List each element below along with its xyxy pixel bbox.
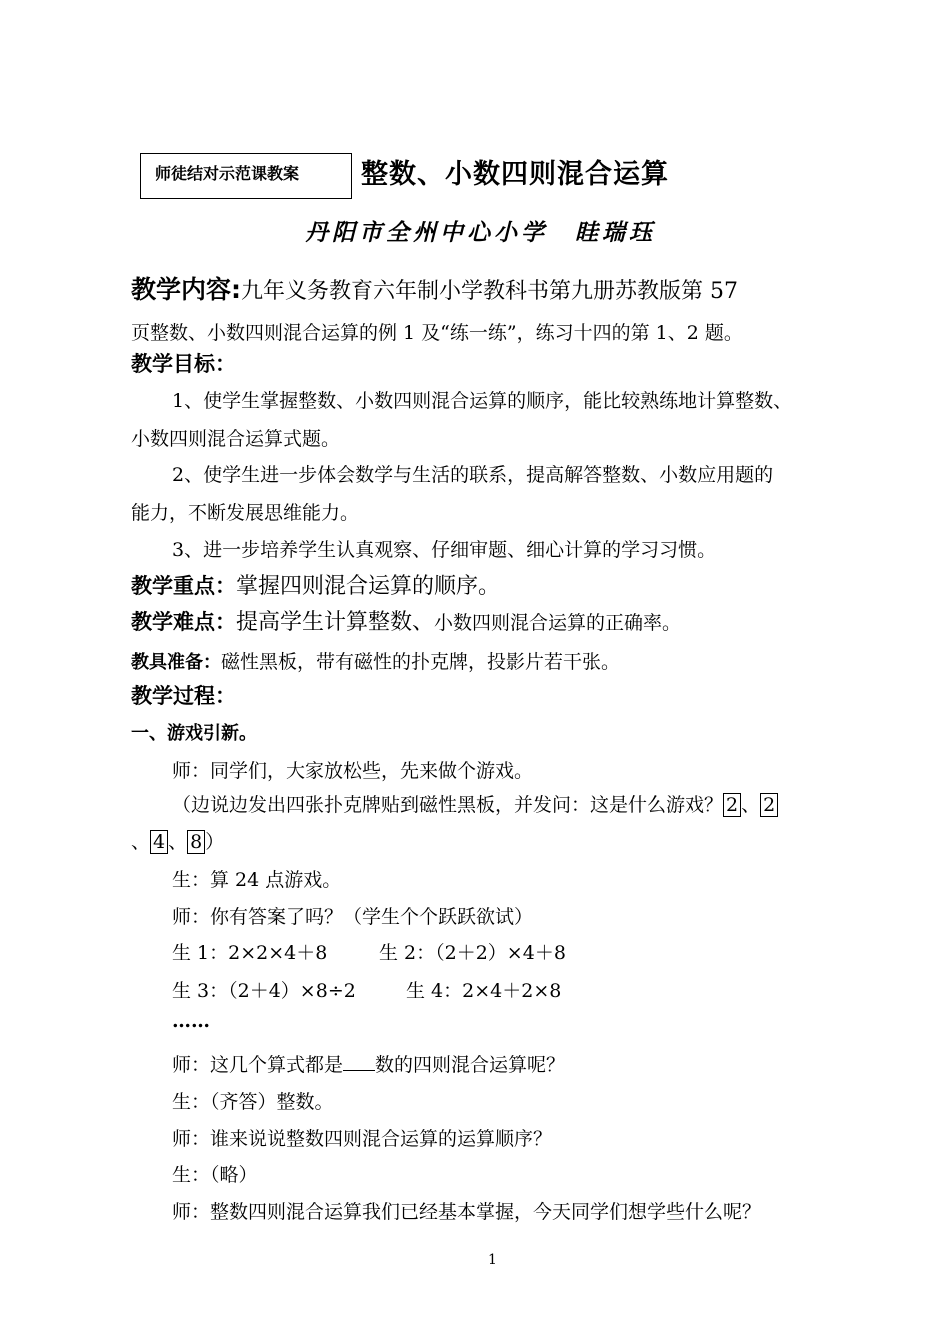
dialog-line-11: 师：整数四则混合运算我们已经基本掌握，今天同学们想学些什么呢？ <box>172 1201 762 1223</box>
poker-card: 2 <box>723 793 741 817</box>
tools-label: 教具准备： <box>131 652 221 673</box>
key-point-line <box>131 569 500 600</box>
poker-card: 4 <box>150 830 168 854</box>
difficulty-line <box>131 605 681 636</box>
poker-card: 2 <box>760 793 778 817</box>
dialog-line-2 <box>172 790 778 817</box>
content-line-1 <box>131 270 738 306</box>
separator: 、 <box>131 831 151 853</box>
difficulty-text-b: 小数四则混合运算的正确率。 <box>434 612 682 634</box>
dialog-line-7 <box>172 1050 565 1077</box>
difficulty-text-a: 提高学生计算整数、 <box>236 610 435 635</box>
separator: 、 <box>741 794 761 816</box>
poker-card: 8 <box>187 830 205 854</box>
section-1-title: 一、游戏引新。 <box>131 723 257 744</box>
goal-1-line-a: 1、使学生掌握整数、小数四则混合运算的顺序，能比较熟练地计算整数、 <box>172 390 793 412</box>
dialog-line-8: 生：（齐答）整数。 <box>172 1091 334 1113</box>
dialog-line-1: 师：同学们，大家放松些，先来做个游戏。 <box>172 760 534 782</box>
dialog-line-7a: 师：这几个算式都是 <box>172 1054 344 1076</box>
dialog-line-2-text: （边说边发出四张扑克牌贴到磁性黑板，并发问：这是什么游戏？ <box>172 794 724 816</box>
tools-text: 磁性黑板，带有磁性的扑克牌，投影片若干张。 <box>221 651 621 673</box>
lesson-type-badge: 师徒结对示范课教案 <box>140 153 352 199</box>
goal-2-line-b: 能力，不断发展思维能力。 <box>131 502 360 524</box>
dialog-line-10: 生：（略） <box>172 1164 258 1186</box>
dialog-line-9: 师：谁来说说整数四则混合运算的运算顺序？ <box>172 1128 553 1150</box>
page-title: 整数、小数四则混合运算 <box>361 159 669 190</box>
page-number: 1 <box>488 1252 497 1268</box>
answer-3: 生 3：（2＋4）×8÷2 <box>172 980 356 1002</box>
answer-2: 生 2：（2＋2）×4＋8 <box>379 942 566 964</box>
dialog-line-4: 师：你有答案了吗？（学生个个跃跃欲试） <box>172 906 534 928</box>
answer-1: 生 1：2×2×4＋8 <box>172 942 328 964</box>
goals-heading: 教学目标： <box>131 352 236 376</box>
ellipsis: …… <box>172 1010 210 1032</box>
answer-4: 生 4：2×4＋2×8 <box>406 980 562 1002</box>
process-heading: 教学过程： <box>131 684 236 708</box>
difficulty-label: 教学难点： <box>131 610 236 634</box>
dialog-line-2-cont <box>131 827 224 854</box>
content-text: 九年义务教育六年制小学教科书第九册苏教版第 57 <box>241 279 738 304</box>
key-point-text: 掌握四则混合运算的顺序。 <box>236 574 501 599</box>
separator: 、 <box>168 831 188 853</box>
dialog-line-7b: 数的四则混合运算呢？ <box>375 1054 566 1076</box>
tools-line <box>131 647 620 674</box>
key-point-label: 教学重点： <box>131 574 236 598</box>
content-line-2: 页整数、小数四则混合运算的例 1 及“练一练”，练习十四的第 1、2 题。 <box>131 322 743 344</box>
goal-2-line-a: 2、使学生进一步体会数学与生活的联系，提高解答整数、小数应用题的 <box>172 464 774 486</box>
author-line: 丹阳市全州中心小学 眭瑞珏 <box>305 219 656 246</box>
goal-3: 3、进一步培养学生认真观察、仔细审题、细心计算的学习习惯。 <box>172 539 717 561</box>
goal-1-line-b: 小数四则混合运算式题。 <box>131 428 341 450</box>
content-label: 教学内容: <box>131 275 241 304</box>
close-paren: ） <box>205 831 225 853</box>
dialog-line-3: 生：算 24 点游戏。 <box>172 869 342 891</box>
fill-blank <box>343 1052 375 1071</box>
